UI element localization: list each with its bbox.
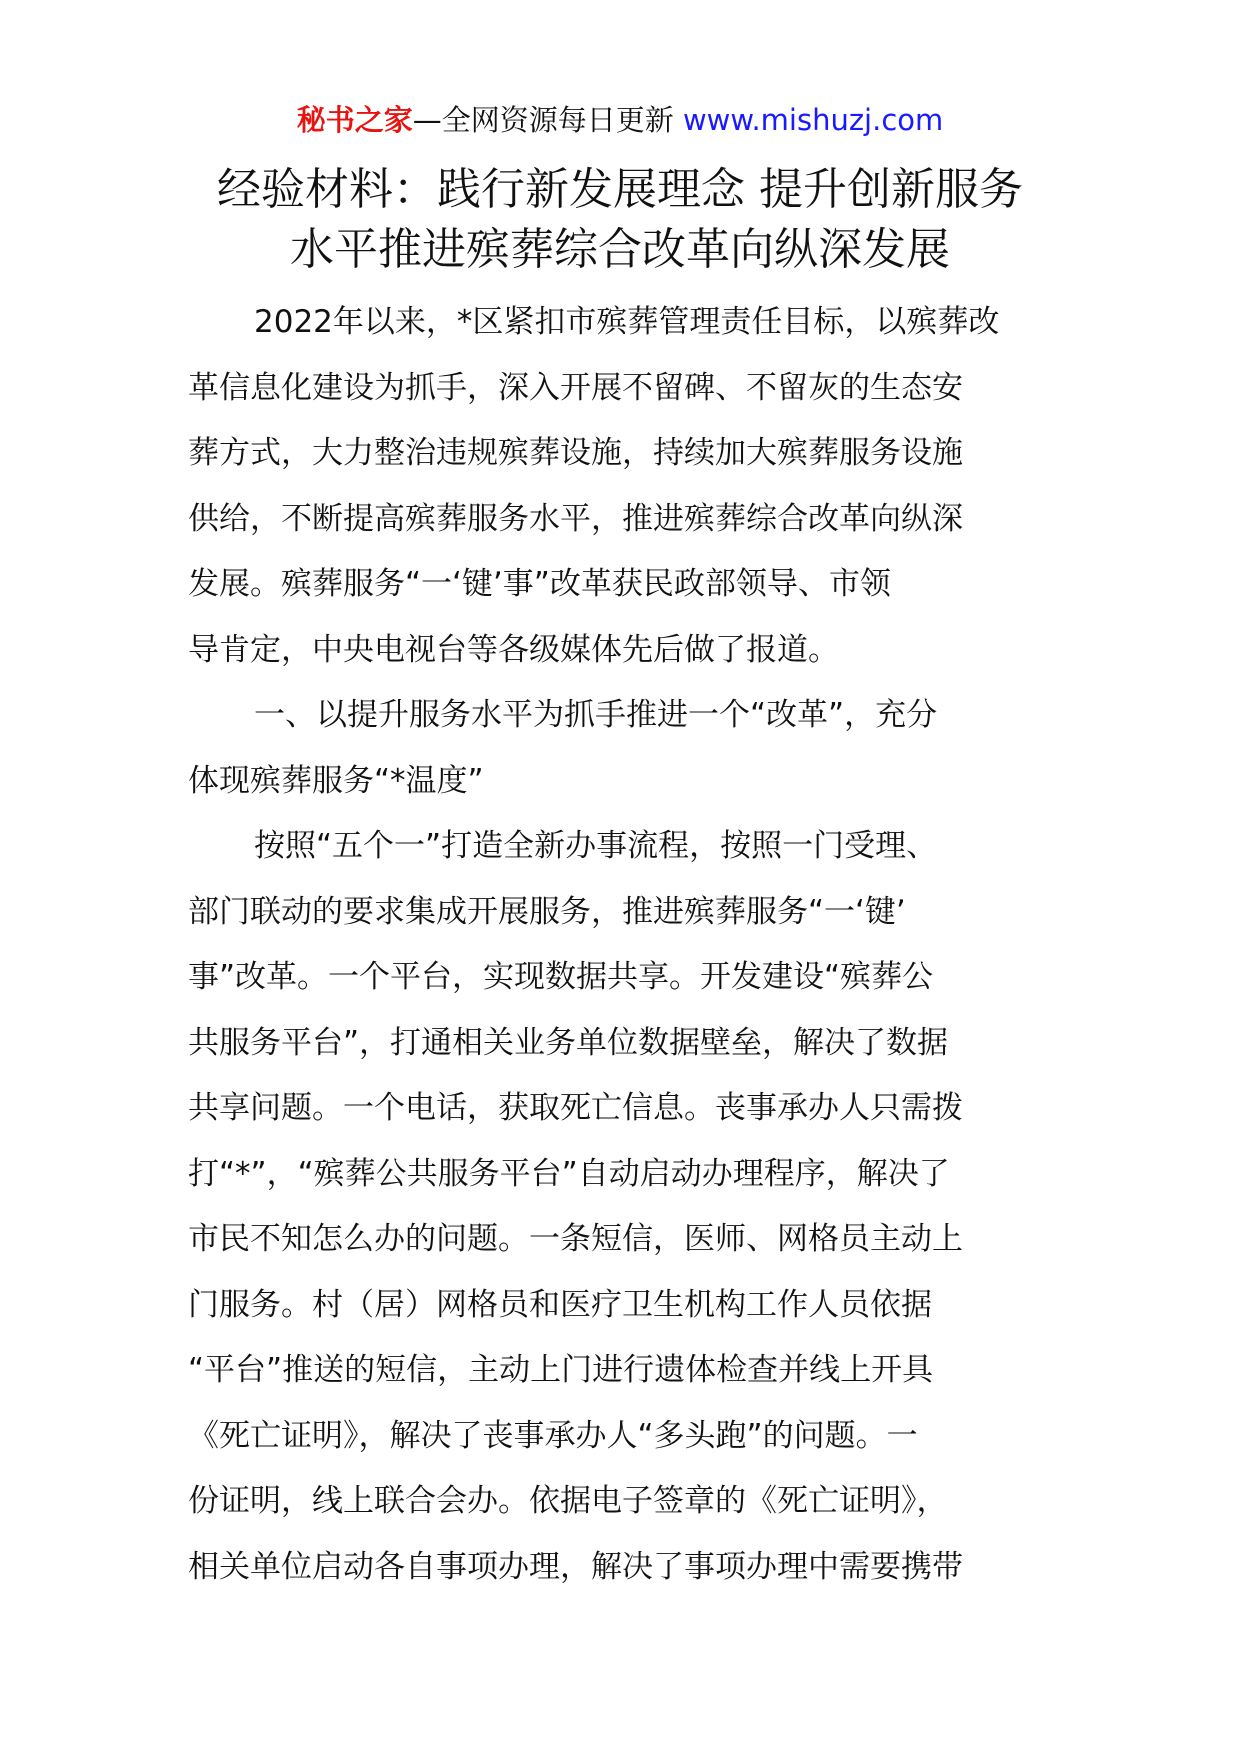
paragraph-line: 共服务平台”，打通相关业务单位数据壁垒，解决了数据 [188, 1024, 949, 1061]
paragraph-line: 2022年以来，*区紧扣市殡葬管理责任目标，以殡葬改 [254, 304, 1000, 340]
paragraph-line: 事”改革。一个平台，实现数据共享。开发建设“殡葬公 [188, 959, 934, 995]
paragraph-line: 相关单位启动各自事项办理，解决了事项办理中需要携带 [188, 1548, 963, 1585]
paragraph-line: 葬方式，大力整治违规殡葬设施，持续加大殡葬服务设施 [188, 435, 963, 471]
site-url-link[interactable]: www.mishuzj.com [682, 103, 944, 137]
title-line-1: 经验材料：践行新发展理念 提升创新服务 [217, 164, 1023, 215]
paragraph-line: 部门联动的要求集成开展服务，推进殡葬服务“一‘键’ [188, 893, 906, 930]
paragraph-line: 共享问题。一个电话，获取死亡信息。丧事承办人只需拨 [188, 1090, 963, 1126]
site-tagline: —全网资源每日更新 [412, 103, 674, 137]
paragraph-line: 革信息化建设为抓手，深入开展不留碑、不留灰的生态安 [188, 369, 963, 406]
paragraph-line: “平台”推送的短信，主动上门进行遗体检查并线上开具 [188, 1352, 934, 1388]
paragraph-line: 门服务。村（居）网格员和医疗卫生机构工作人员依据 [188, 1286, 932, 1323]
title-line-2: 水平推进殡葬综合改革向纵深发展 [290, 224, 950, 275]
paragraph-line: 按照“五个一”打造全新办事流程，按照一门受理、 [254, 828, 938, 864]
paragraph-line: 市民不知怎么办的问题。一条短信，医师、网格员主动上 [188, 1221, 963, 1257]
paragraph-line: 份证明，线上联合会办。依据电子签章的《死亡证明》， [188, 1483, 948, 1519]
paragraph-line: 打“*”，“殡葬公共服务平台”自动启动办理程序，解决了 [188, 1155, 950, 1192]
section-heading-line: 体现殡葬服务“*温度” [188, 762, 484, 799]
section-heading-line: 一、以提升服务水平为抓手推进一个“改革”，充分 [254, 697, 938, 733]
document-body [188, 290, 1068, 1600]
site-name: 秘书之家 [296, 103, 413, 137]
site-header [0, 100, 1240, 140]
paragraph-line: 导肯定，中央电视台等各级媒体先后做了报道。 [188, 631, 839, 668]
paragraph-line: 供给，不断提高殡葬服务水平，推进殡葬综合改革向纵深 [188, 500, 963, 537]
document-title [150, 160, 1090, 280]
paragraph-line: 发展。殡葬服务“一‘键’事”改革获民政部领导、市领 [188, 566, 891, 602]
paragraph-line: 《死亡证明》，解决了丧事承办人“多头跑”的问题。一 [188, 1417, 918, 1454]
